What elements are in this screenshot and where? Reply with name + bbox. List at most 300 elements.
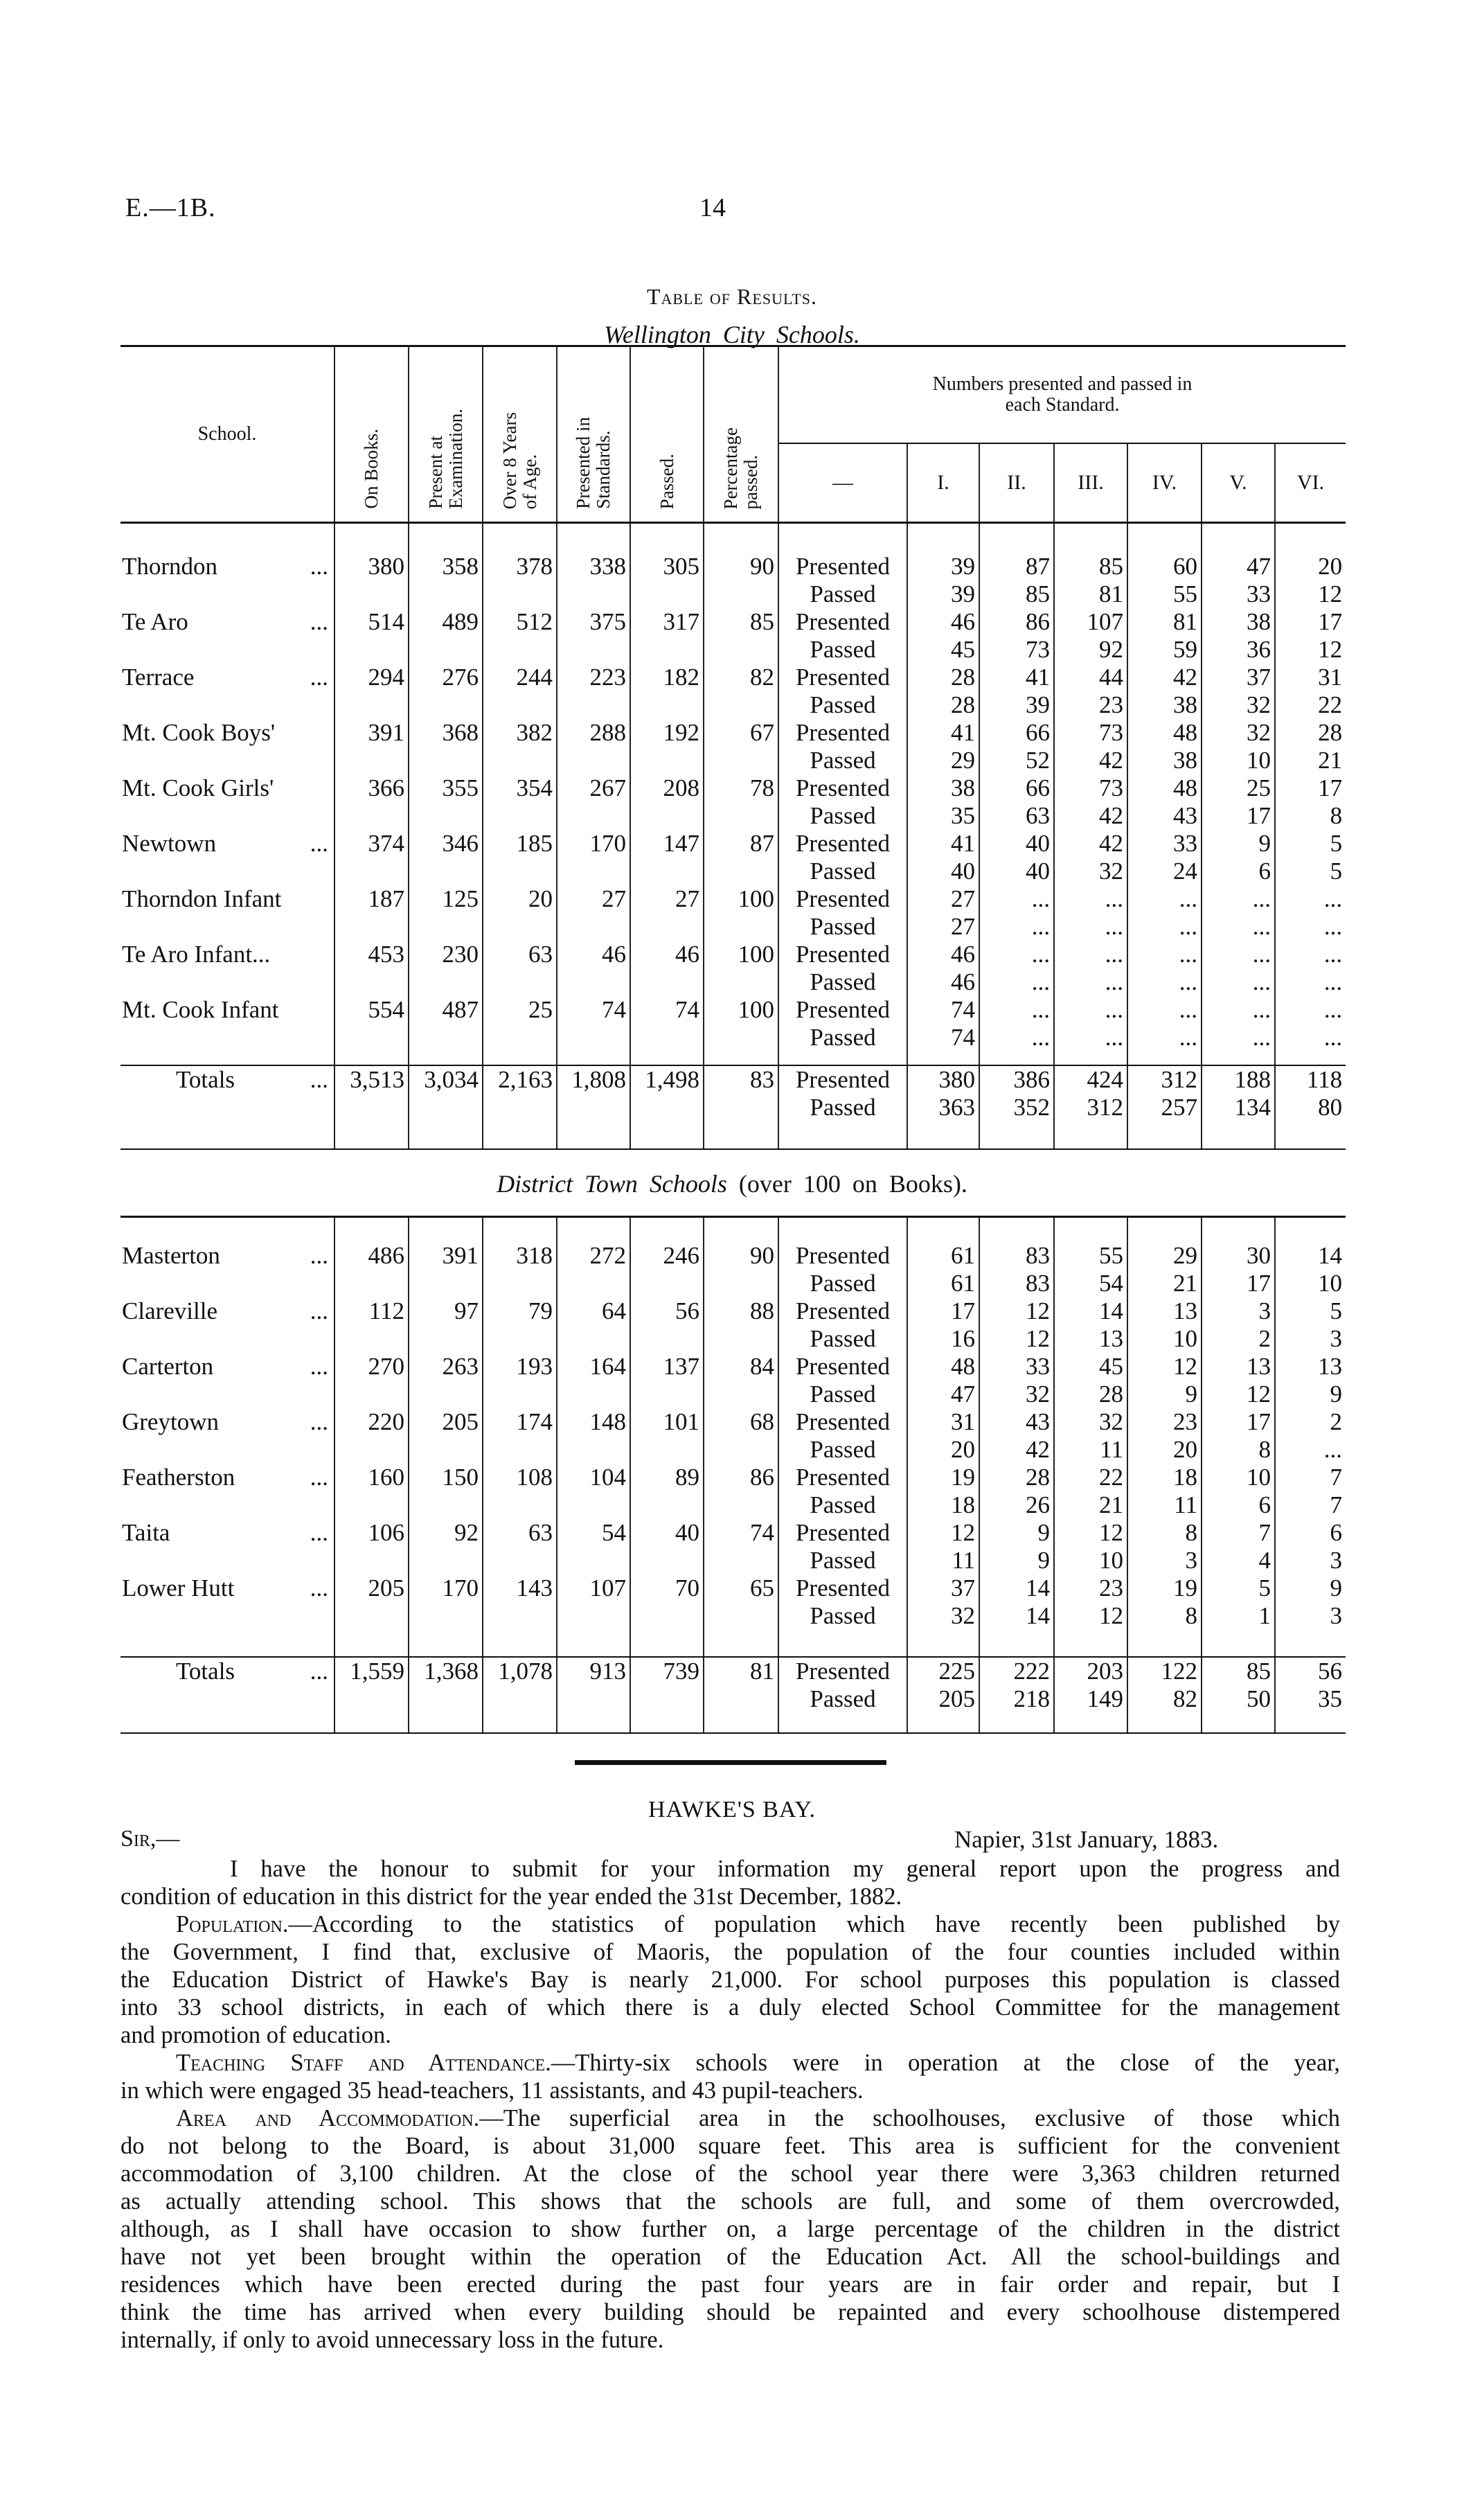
passed-standard-5: 17 [1202,802,1275,830]
passed-standard-1: 35 [907,802,979,830]
present-cell: 276 [409,664,483,719]
school-name [120,996,334,1052]
on-books-cell: 374 [334,830,409,885]
on-books-cell: 160 [334,1464,409,1519]
column-header-passed: Passed. [630,346,704,523]
presented-standard-4: ... [1127,941,1202,968]
on-books-cell: 205 [334,1574,409,1630]
document-reference: E.—1B. [125,193,216,222]
presented-standard-6: 6 [1275,1519,1346,1547]
passed-label: Passed [778,747,907,774]
school-name [120,1408,334,1464]
passed-standard-6: ... [1275,913,1346,941]
text-line: I have the honour to submit for your information my general report upon the progress and [230,1856,1340,1882]
passed-standard-2: 14 [979,1602,1054,1630]
passed-standard-6: 10 [1275,1270,1346,1297]
column-header-standard-6: VI. [1275,443,1346,523]
presented-standard-6: 20 [1275,553,1346,580]
school-name-text: Mt. Cook Infant [122,996,279,1023]
over-8-cell: 2,163 [483,1065,557,1121]
school-name-text: Taita [122,1519,170,1546]
passed-standard-5: 17 [1202,1270,1275,1297]
school-name-text: Thorndon Infant [122,885,282,912]
school-name-text: Featherston [122,1464,235,1491]
presented-standard-3: ... [1054,941,1127,968]
school-row [120,1242,1346,1270]
presented-label: Presented [778,996,907,1024]
passed-standard-2: ... [979,913,1054,941]
presented-standard-1: 48 [907,1353,979,1381]
school-name [120,1242,334,1297]
percentage-passed-cell: 68 [704,1408,778,1464]
presented-standard-4: 60 [1127,553,1202,580]
on-books-cell: 391 [334,719,409,774]
presented-label: Presented [778,1242,907,1270]
presented-standard-1: 39 [907,553,979,580]
presented-in-standards-cell: 913 [557,1657,630,1713]
presented-standard-6: ... [1275,885,1346,913]
present-cell: 170 [409,1574,483,1630]
presented-in-standards-cell: 27 [557,885,630,941]
passed-standard-4: 21 [1127,1270,1202,1297]
paragraph [120,1855,1340,1910]
presented-in-standards-cell: 74 [557,996,630,1052]
passed-standard-4: 59 [1127,636,1202,664]
text-line: have not yet been brought within the operation of the Education Act. All the school-buildings and [120,2244,1340,2270]
presented-standard-3: 12 [1054,1519,1127,1547]
passed-standard-3: 42 [1054,802,1127,830]
presented-standard-1: 46 [907,608,979,636]
passed-standard-1: 40 [907,858,979,885]
over-8-cell: 382 [483,719,557,774]
presented-standard-2: 386 [979,1065,1054,1094]
text-line: Teaching Staff and Attendance.—Thirty-six schools were in operation at the close of the year, [176,2050,1341,2076]
school-name [120,941,334,996]
over-8-cell: 63 [483,941,557,996]
presented-standard-5: 13 [1202,1353,1275,1381]
presented-standard-1: 46 [907,941,979,968]
passed-standard-6: 3 [1275,1547,1346,1574]
presented-label: Presented [778,1065,907,1094]
presented-standard-2: 66 [979,774,1054,802]
school-name-text: Thorndon [122,553,218,580]
presented-in-standards-cell: 267 [557,774,630,830]
presented-in-standards-cell: 148 [557,1408,630,1464]
text-line: think the time has arrived when every building should be repainted and every schoolhouse distempered [120,2299,1340,2325]
passed-standard-4: 9 [1127,1381,1202,1408]
spacer-row [120,523,1346,553]
dot-leader: ... [310,1464,328,1491]
presented-standard-4: 19 [1127,1574,1202,1602]
presented-standard-5: 37 [1202,664,1275,691]
presented-standard-5: 7 [1202,1519,1275,1547]
passed-standard-4: 8 [1127,1602,1202,1630]
passed-standard-5: 36 [1202,636,1275,664]
on-books-cell: 554 [334,996,409,1052]
school-row [120,719,1346,747]
passed-standard-5: 134 [1202,1094,1275,1121]
presented-in-standards-cell: 1,808 [557,1065,630,1121]
passed-standard-2: 39 [979,691,1054,719]
presented-standard-5: ... [1202,941,1275,968]
passed-cell: 192 [630,719,704,774]
presented-standard-6: 9 [1275,1574,1346,1602]
passed-standard-5: 32 [1202,691,1275,719]
presented-standard-3: ... [1054,885,1127,913]
presented-standard-4: 48 [1127,719,1202,747]
over-8-cell: 25 [483,996,557,1052]
passed-standard-3: ... [1054,913,1127,941]
passed-standard-4: 38 [1127,747,1202,774]
over-8-cell: 512 [483,608,557,664]
school-name [120,1065,334,1121]
passed-standard-4: 24 [1127,858,1202,885]
passed-standard-1: 45 [907,636,979,664]
presented-standard-1: 12 [907,1519,979,1547]
presented-standard-6: 17 [1275,774,1346,802]
over-8-cell: 143 [483,1574,557,1630]
passed-standard-1: 20 [907,1436,979,1464]
presented-standard-5: 5 [1202,1574,1275,1602]
passed-label: Passed [778,1491,907,1519]
presented-standard-2: 33 [979,1353,1054,1381]
school-name [120,830,334,885]
presented-standard-5: 47 [1202,553,1275,580]
presented-standard-4: 13 [1127,1297,1202,1325]
passed-label: Passed [778,1602,907,1630]
over-8-cell: 20 [483,885,557,941]
totals-row [120,1065,1346,1094]
passed-cell: 101 [630,1408,704,1464]
passed-standard-6: ... [1275,968,1346,996]
presented-standard-6: 28 [1275,719,1346,747]
passed-standard-5: 10 [1202,747,1275,774]
salutation: Sir,— [120,1826,180,1852]
dot-leader: ... [310,830,328,857]
paragraph [120,1910,1340,2049]
present-cell: 92 [409,1519,483,1574]
passed-standard-4: ... [1127,913,1202,941]
passed-standard-3: 81 [1054,580,1127,608]
presented-standard-3: 42 [1054,830,1127,858]
dot-leader: ... [310,1353,328,1380]
presented-standard-3: 73 [1054,774,1127,802]
column-header-standard-3: III. [1054,443,1127,523]
on-books-cell: 380 [334,553,409,608]
presented-standard-1: 41 [907,830,979,858]
passed-standard-4: 38 [1127,691,1202,719]
presented-standard-1: 28 [907,664,979,691]
paragraph [120,2049,1340,2104]
presented-standard-6: 5 [1275,1297,1346,1325]
passed-standard-4: ... [1127,1024,1202,1052]
over-8-cell: 108 [483,1464,557,1519]
spacer-row [120,1052,1346,1065]
passed-standard-1: 32 [907,1602,979,1630]
passed-standard-5: 4 [1202,1547,1275,1574]
presented-standard-3: ... [1054,996,1127,1024]
presented-label: Presented [778,1574,907,1602]
column-header-numbers-per-standard: Numbers presented and passed in each Standard. [778,346,1346,444]
presented-standard-6: 56 [1275,1657,1346,1685]
presented-in-standards-cell: 64 [557,1297,630,1353]
on-books-cell: 187 [334,885,409,941]
passed-standard-6: ... [1275,1024,1346,1052]
presented-standard-4: 48 [1127,774,1202,802]
passed-standard-3: 11 [1054,1436,1127,1464]
paragraph-heading: Population. [176,1911,289,1937]
school-name [120,885,334,941]
passed-label: Passed [778,1685,907,1713]
presented-standard-5: 25 [1202,774,1275,802]
column-header-present: Present at Examination. [409,346,483,523]
present-cell: 391 [409,1242,483,1297]
percentage-passed-cell: 88 [704,1297,778,1353]
school-row [120,664,1346,691]
over-8-cell: 174 [483,1408,557,1464]
passed-standard-3: 28 [1054,1381,1127,1408]
presented-label: Presented [778,553,907,580]
presented-label: Presented [778,664,907,691]
presented-standard-2: ... [979,996,1054,1024]
passed-standard-3: 21 [1054,1491,1127,1519]
passed-standard-5: 33 [1202,580,1275,608]
on-books-cell: 1,559 [334,1657,409,1713]
passed-cell: 89 [630,1464,704,1519]
presented-label: Presented [778,1408,907,1436]
presented-label: Presented [778,1519,907,1547]
presented-in-standards-cell: 46 [557,941,630,996]
presented-standard-2: 83 [979,1242,1054,1270]
presented-standard-1: 17 [907,1297,979,1325]
presented-standard-2: ... [979,885,1054,913]
percentage-passed-cell: 74 [704,1519,778,1574]
present-cell: 97 [409,1297,483,1353]
school-row [120,608,1346,636]
percentage-passed-cell: 82 [704,664,778,719]
passed-standard-6: 7 [1275,1491,1346,1519]
passed-cell: 74 [630,996,704,1052]
presented-standard-1: 41 [907,719,979,747]
passed-standard-6: 8 [1275,802,1346,830]
school-row [120,1297,1346,1325]
passed-standard-3: 42 [1054,747,1127,774]
presented-standard-5: 32 [1202,719,1275,747]
presented-standard-4: ... [1127,996,1202,1024]
dot-leader: ... [310,664,328,691]
passed-standard-3: 13 [1054,1325,1127,1353]
text-line: the Government, I find that, exclusive of Maoris, the population of the four counties included within [120,1939,1340,1965]
present-cell: 263 [409,1353,483,1408]
passed-standard-5: 12 [1202,1381,1275,1408]
passed-standard-1: 28 [907,691,979,719]
presented-standard-3: 85 [1054,553,1127,580]
presented-standard-6: 31 [1275,664,1346,691]
spacer-row [120,1630,1346,1657]
school-row [120,941,1346,968]
present-cell: 3,034 [409,1065,483,1121]
passed-standard-2: 63 [979,802,1054,830]
passed-standard-5: 6 [1202,1491,1275,1519]
passed-cell: 182 [630,664,704,719]
on-books-cell: 453 [334,941,409,996]
passed-standard-5: ... [1202,968,1275,996]
passed-standard-5: 8 [1202,1436,1275,1464]
school-name [120,1519,334,1574]
presented-in-standards-cell: 223 [557,664,630,719]
passed-standard-6: 12 [1275,636,1346,664]
passed-standard-3: ... [1054,968,1127,996]
presented-label: Presented [778,885,907,913]
dot-leader: ... [310,1066,328,1093]
presented-standard-5: 3 [1202,1297,1275,1325]
column-header-standard-4: IV. [1127,443,1202,523]
percentage-passed-cell: 83 [704,1065,778,1121]
presented-standard-1: 74 [907,996,979,1024]
on-books-cell: 514 [334,608,409,664]
passed-standard-5: 6 [1202,858,1275,885]
presented-standard-6: 2 [1275,1408,1346,1436]
over-8-cell: 354 [483,774,557,830]
passed-label: Passed [778,580,907,608]
presented-standard-4: ... [1127,885,1202,913]
present-cell: 487 [409,996,483,1052]
school-name-text: Mt. Cook Boys' [122,719,276,746]
passed-standard-2: 352 [979,1094,1054,1121]
dot-leader: ... [310,1297,328,1324]
presented-standard-4: 42 [1127,664,1202,691]
presented-standard-2: 87 [979,553,1054,580]
presented-in-standards-cell: 272 [557,1242,630,1297]
passed-cell: 56 [630,1297,704,1353]
passed-standard-2: 83 [979,1270,1054,1297]
presented-standard-4: 12 [1127,1353,1202,1381]
text-line: although, as I shall have occasion to show further on, a large percentage of the children in the district [120,2216,1340,2242]
table-subtitle: Wellington City Schools. [604,321,860,348]
presented-standard-5: 10 [1202,1464,1275,1491]
school-name-text: Totals [176,1066,235,1093]
presented-standard-4: 8 [1127,1519,1202,1547]
passed-standard-2: 40 [979,858,1054,885]
school-name-text: Mt. Cook Girls' [122,774,274,801]
presented-standard-1: 37 [907,1574,979,1602]
passed-standard-3: 32 [1054,858,1127,885]
passed-standard-1: 16 [907,1325,979,1353]
passed-standard-2: 42 [979,1436,1054,1464]
presented-standard-2: 12 [979,1297,1054,1325]
percentage-passed-cell: 87 [704,830,778,885]
presented-standard-1: 19 [907,1464,979,1491]
passed-standard-4: ... [1127,968,1202,996]
passed-standard-1: 205 [907,1685,979,1713]
passed-standard-1: 61 [907,1270,979,1297]
text-line: residences which have been erected during the past four years are in fair order and repair, but I [120,2271,1340,2298]
presented-standard-2: 9 [979,1519,1054,1547]
presented-standard-1: 31 [907,1408,979,1436]
passed-standard-3: ... [1054,1024,1127,1052]
dot-leader: ... [310,608,328,635]
presented-standard-6: 5 [1275,830,1346,858]
text-line: as actually attending school. This shows that the schools are full, and some of them overcrowded, [120,2188,1340,2215]
district-results-table [120,1216,1346,1734]
passed-standard-6: 3 [1275,1325,1346,1353]
percentage-passed-cell: 81 [704,1657,778,1713]
dot-leader: ... [310,1242,328,1269]
present-cell: 368 [409,719,483,774]
spacer-row [120,1217,1346,1243]
presented-standard-2: 43 [979,1408,1054,1436]
passed-standard-6: 21 [1275,747,1346,774]
present-cell: 358 [409,553,483,608]
text-line: condition of education in this district for the year ended the 31st December, 1882. [120,1883,902,1910]
report-title: HAWKE'S BAY. [648,1797,816,1822]
passed-standard-5: ... [1202,1024,1275,1052]
passed-standard-2: 218 [979,1685,1054,1713]
passed-standard-4: 55 [1127,580,1202,608]
school-name [120,1657,334,1713]
presented-standard-6: 7 [1275,1464,1346,1491]
passed-standard-3: 10 [1054,1547,1127,1574]
presented-standard-4: 18 [1127,1464,1202,1491]
presented-in-standards-cell: 375 [557,608,630,664]
paragraph-heading: Area and Accommodation. [176,2105,480,2131]
spacer-row [120,1121,1346,1149]
school-name-text: Clareville [122,1297,218,1324]
over-8-cell: 1,078 [483,1657,557,1713]
passed-standard-4: 3 [1127,1547,1202,1574]
text-line: do not belong to the Board, is about 31,000 square feet. This area is sufficient for the convenient [120,2133,1340,2159]
school-row [120,1519,1346,1547]
report-date: Napier, 31st January, 1883. [954,1826,1219,1853]
presented-standard-3: 424 [1054,1065,1127,1094]
school-name [120,1353,334,1408]
text-line: in which were engaged 35 head-teachers, 11 assistants, and 43 pupil-teachers. [120,2077,864,2104]
presented-standard-1: 225 [907,1657,979,1685]
presented-standard-4: 312 [1127,1065,1202,1094]
passed-label: Passed [778,1436,907,1464]
text-line: Population.—According to the statistics of population which have recently been published by [176,1911,1340,1937]
presented-in-standards-cell: 54 [557,1519,630,1574]
passed-standard-3: 149 [1054,1685,1127,1713]
presented-in-standards-cell: 338 [557,553,630,608]
paragraph [120,2104,1340,2354]
school-row [120,830,1346,858]
passed-cell: 208 [630,774,704,830]
presented-in-standards-cell: 104 [557,1464,630,1519]
passed-standard-6: 22 [1275,691,1346,719]
passed-label: Passed [778,913,907,941]
passed-standard-3: 23 [1054,691,1127,719]
passed-cell: 46 [630,941,704,996]
dot-leader: ... [310,1408,328,1435]
presented-standard-4: 81 [1127,608,1202,636]
passed-standard-2: 9 [979,1547,1054,1574]
presented-label: Presented [778,830,907,858]
presented-standard-6: ... [1275,996,1346,1024]
passed-standard-3: 312 [1054,1094,1127,1121]
passed-standard-2: ... [979,968,1054,996]
presented-standard-5: 85 [1202,1657,1275,1685]
passed-label: Passed [778,968,907,996]
school-name-text: Totals [176,1658,235,1685]
passed-standard-1: 29 [907,747,979,774]
school-name-text: Lower Hutt [122,1574,235,1601]
percentage-passed-cell: 100 [704,941,778,996]
passed-label: Passed [778,636,907,664]
school-name-text: Te Aro Infant... [122,941,271,968]
dot-leader: ... [310,553,328,580]
presented-standard-5: 38 [1202,608,1275,636]
